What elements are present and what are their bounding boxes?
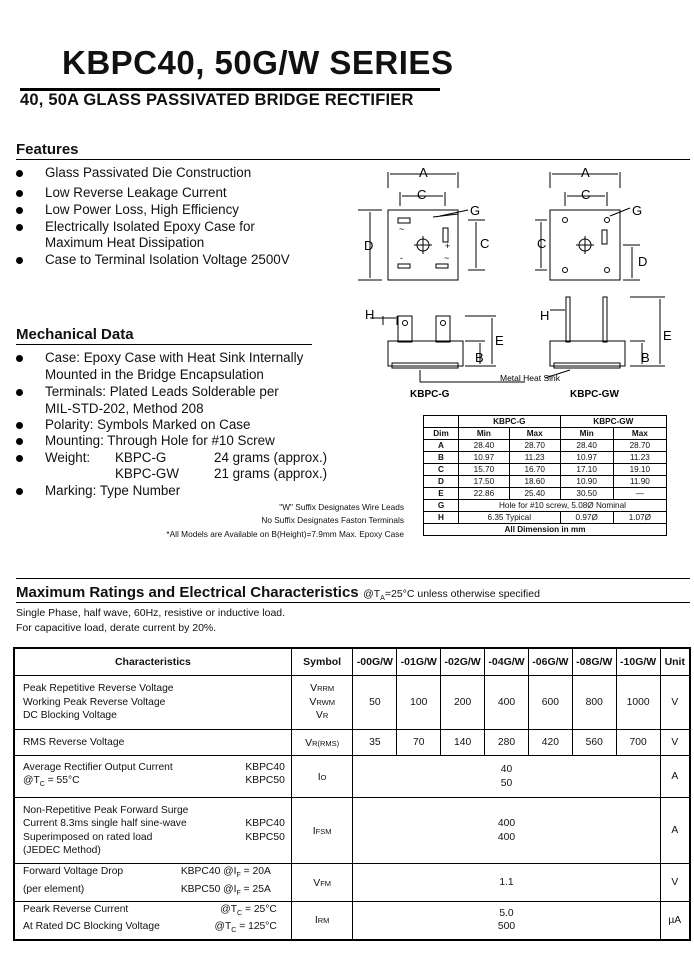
list-item-weight: Weight: KBPC-G 24 grams (approx.) xyxy=(16,450,336,466)
list-item: Low Power Loss, High Efficiency xyxy=(16,202,316,218)
dim-label-c-gw: C xyxy=(581,187,591,202)
heat-sink-label: Metal Heat Sink xyxy=(500,373,560,383)
page-title: KBPC40, 50G/W SERIES xyxy=(62,44,454,81)
mechanical-rule xyxy=(16,344,312,345)
list-item-continuation: Maximum Heat Dissipation xyxy=(45,235,205,250)
dim-label-e-gw: E xyxy=(663,328,672,343)
list-item: Mounting: Through Hole for #10 Screw xyxy=(16,433,336,449)
bullet xyxy=(16,438,23,445)
dim-label-a: A xyxy=(419,165,428,180)
note-w-suffix: "W" Suffix Designates Wire Leads xyxy=(279,502,404,512)
bullet xyxy=(16,170,23,177)
dim-label-c2: C xyxy=(480,236,490,251)
table-row: G Hole for #10 screw, 5.08Ø Nominal xyxy=(424,500,667,512)
page-subtitle: 40, 50A GLASS PASSIVATED BRIDGE RECTIFIER xyxy=(20,91,414,109)
list-item: Glass Passivated Die Construction xyxy=(16,165,316,181)
list-item: Electrically Isolated Epoxy Case for xyxy=(16,219,316,235)
list-item: Terminals: Plated Leads Solderable per xyxy=(16,384,336,400)
list-item: Case: Epoxy Case with Heat Sink Internally xyxy=(16,350,336,366)
symbol-io: IO xyxy=(291,756,353,798)
list-item: Case to Terminal Isolation Voltage 2500V xyxy=(16,252,316,268)
table-row: Peak Repetitive Reverse Voltage Working Peak Reverse Voltage DC Blocking Voltage VRRM VRWM VR 50 100 200 400 600 800 1000 V xyxy=(14,676,690,730)
mechanical-list xyxy=(16,350,336,500)
list-item-continuation: MIL-STD-202, Method 208 xyxy=(45,401,204,416)
dim-label-e: E xyxy=(495,333,504,348)
dim-label-d: D xyxy=(364,238,374,253)
bullet xyxy=(16,224,23,231)
bullet xyxy=(16,488,23,495)
bullet xyxy=(16,355,23,362)
features-heading: Features xyxy=(16,141,79,158)
ratings-rule xyxy=(16,602,690,603)
symbol-ifsm: IFSM xyxy=(291,798,353,864)
features-list xyxy=(16,165,316,275)
note-no-suffix: No Suffix Designates Faston Terminals xyxy=(261,515,404,525)
dim-label-g: G xyxy=(470,203,481,218)
ratings-heading: Maximum Ratings and Electrical Characteristics xyxy=(16,584,359,601)
dim-label-a-gw: A xyxy=(581,165,590,180)
bullet xyxy=(16,257,23,264)
ratings-heading-line xyxy=(16,584,540,602)
table-row: D 17.50 18.60 10.90 11.90 xyxy=(424,476,667,488)
list-item: Polarity: Symbols Marked on Case xyxy=(16,417,336,433)
kbpc-g-side-body xyxy=(388,341,463,366)
polarity-ac-symbol: ~ xyxy=(399,224,405,234)
list-item-continuation: Mounted in the Bridge Encapsulation xyxy=(45,367,264,382)
dim-label-h: H xyxy=(365,307,375,322)
list-item: Marking: Type Number xyxy=(16,483,336,499)
table-row: H 6.35 Typical 0.97Ø 1.07Ø xyxy=(424,512,667,524)
package-outline-diagram xyxy=(340,160,685,405)
table-row: RMS Reverse Voltage VR(RMS) 35 70 140 280 420 560 700 V xyxy=(14,730,690,756)
symbol-vfm: VFM xyxy=(291,864,353,902)
ratings-note-2: For capacitive load, derate current by 20%. xyxy=(16,622,217,634)
dim-label-b: B xyxy=(475,350,484,365)
bullet xyxy=(16,455,23,462)
dim-label-c2-gw: C xyxy=(537,236,547,251)
kbpc-g-caption: KBPC-G xyxy=(410,389,450,400)
dim-group-kbpc-g: KBPC-G xyxy=(459,416,561,428)
bullet xyxy=(16,207,23,214)
list-item-continuation: KBPC-GW 21 grams (approx.) xyxy=(115,466,328,481)
ratings-table xyxy=(13,647,691,941)
dim-label-d-gw: D xyxy=(638,254,648,269)
table-row: Forward Voltage Drop KBPC40 $@I_F = 20A$ (per element) KBPC50 $@I_F = 25A$ VFM 1.1 V xyxy=(14,864,690,902)
bullet xyxy=(16,190,23,197)
table-row: B 10.97 11.23 10.97 11.23 xyxy=(424,452,667,464)
list-item: Low Reverse Leakage Current xyxy=(16,185,316,201)
table-footer-row: All Dimension in mm xyxy=(424,524,667,536)
note-all-models: *All Models are Available on B(Height)=7.9mm Max. Epoxy Case xyxy=(166,529,404,539)
kbpc-gw-side-body xyxy=(550,341,625,366)
table-row: C 15.70 16.70 17.10 19.10 xyxy=(424,464,667,476)
polarity-ac2-symbol: ~ xyxy=(444,253,450,263)
table-row: Peark Reverse Current $@T_C = 25^\circ C$ At Rated DC Blocking Voltage $@T_C = 125^\circ C$ IRM 5.0 500 µA xyxy=(14,902,690,940)
dim-group-kbpc-gw: KBPC-GW xyxy=(560,416,666,428)
dim-label-c: C xyxy=(417,187,427,202)
dim-label-h-gw: H xyxy=(540,308,550,323)
dimension-table xyxy=(423,415,667,536)
table-header-row: Characteristics Symbol -00G/W -01G/W -02G/W -04G/W -06G/W -08G/W -10G/W Unit xyxy=(14,648,690,676)
ratings-top-rule xyxy=(16,578,690,579)
polarity-plus-symbol: + xyxy=(445,241,451,251)
symbol-vrrm: VRRM VRWM VR xyxy=(291,676,353,730)
dim-label-g-gw: G xyxy=(632,203,643,218)
bullet xyxy=(16,389,23,396)
kbpc-gw-caption: KBPC-GW xyxy=(570,389,619,400)
table-row: Non-Repetitive Peak Forward Surge Current 8.3ms single half sine-wave KBPC40 Superimposed on rated load KBPC50 (JEDEC Method) IFSM 400 400 A xyxy=(14,798,690,864)
table-row: Average Rectifier Output Current KBPC40 $@T_C = 55^\circ C$ KBPC50 IO 40 50 A xyxy=(14,756,690,798)
mechanical-heading: Mechanical Data xyxy=(16,326,134,343)
dim-label-b-gw: B xyxy=(641,350,650,365)
ratings-note-1: Single Phase, half wave, 60Hz, resistive or inductive load. xyxy=(16,607,286,619)
symbol-vrms: VR(RMS) xyxy=(291,730,353,756)
bullet xyxy=(16,422,23,429)
polarity-minus-symbol: - xyxy=(400,253,403,263)
ratings-condition: $@T_A=25^\circ C$ unless otherwise specified xyxy=(363,588,540,603)
table-row: E 22.86 25.40 30.50 — xyxy=(424,488,667,500)
symbol-irm: IRM xyxy=(291,902,353,940)
table-row: A 28.40 28.70 28.40 28.70 xyxy=(424,440,667,452)
table-header-row: Dim Min Max Min Max xyxy=(424,428,667,440)
